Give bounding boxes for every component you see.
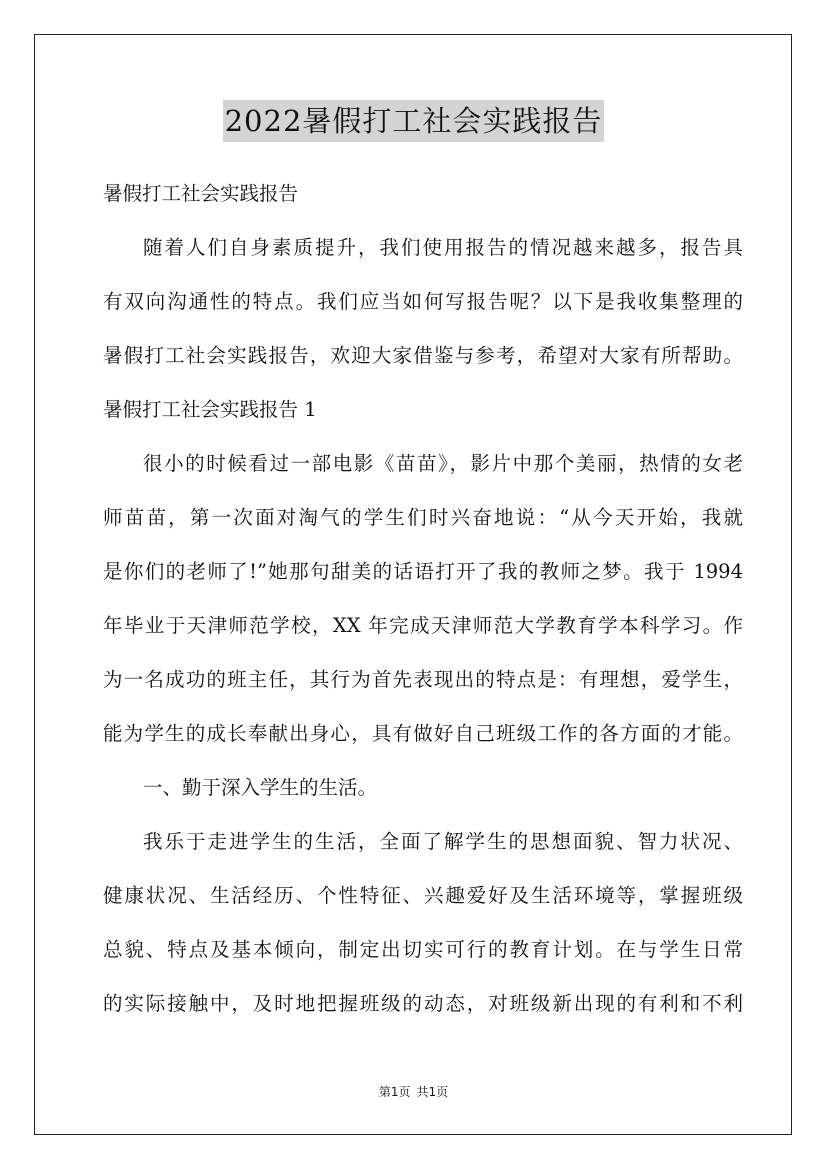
subsection-heading: 一、勤于深入学生的生活。 [143, 776, 378, 799]
paragraph-line: 是你们的老师了!”她那句甜美的话语打开了我的教师之梦。我于 1994 [103, 560, 743, 583]
paragraph-line: 年毕业于天津师范学校，XX 年完成天津师范大学教育学本科学习。作 [103, 614, 743, 637]
paragraph-line: 我乐于走进学生的生活，全面了解学生的思想面貌、智力状况、 [143, 830, 743, 853]
paragraph-line: 有双向沟通性的特点。我们应当如何写报告呢？以下是我收集整理的 [103, 290, 743, 313]
paragraph-line: 的实际接触中，及时地把握班级的动态，对班级新出现的有利和不利 [103, 992, 743, 1015]
paragraph-line: 能为学生的成长奉献出身心，具有做好自己班级工作的各方面的才能。 [103, 722, 743, 745]
page-number: 第1页 [378, 1085, 411, 1099]
paragraph-line: 暑假打工社会实践报告，欢迎大家借鉴与参考，希望对大家有所帮助。 [103, 344, 743, 367]
subtitle-line: 暑假打工社会实践报告 [103, 182, 299, 205]
page-footer [0, 1083, 827, 1100]
paragraph-line: 总貌、特点及基本倾向，制定出切实可行的教育计划。在与学生日常 [103, 938, 743, 961]
section-heading: 暑假打工社会实践报告 1 [103, 398, 317, 421]
paragraph-line: 师苗苗，第一次面对淘气的学生们时兴奋地说：“从今天开始，我就 [103, 506, 743, 529]
page-total: 共1页 [416, 1085, 449, 1099]
title-container [0, 100, 827, 142]
paragraph-line: 随着人们自身素质提升，我们使用报告的情况越来越多，报告具 [143, 236, 743, 259]
document-title: 2022暑假打工社会实践报告 [223, 100, 605, 142]
paragraph-line: 很小的时候看过一部电影《苗苗》，影片中那个美丽，热情的女老 [143, 452, 743, 475]
paragraph-line: 为一名成功的班主任，其行为首先表现出的特点是：有理想，爱学生， [103, 668, 743, 691]
paragraph-line: 健康状况、生活经历、个性特征、兴趣爱好及生活环境等，掌握班级 [103, 884, 743, 907]
